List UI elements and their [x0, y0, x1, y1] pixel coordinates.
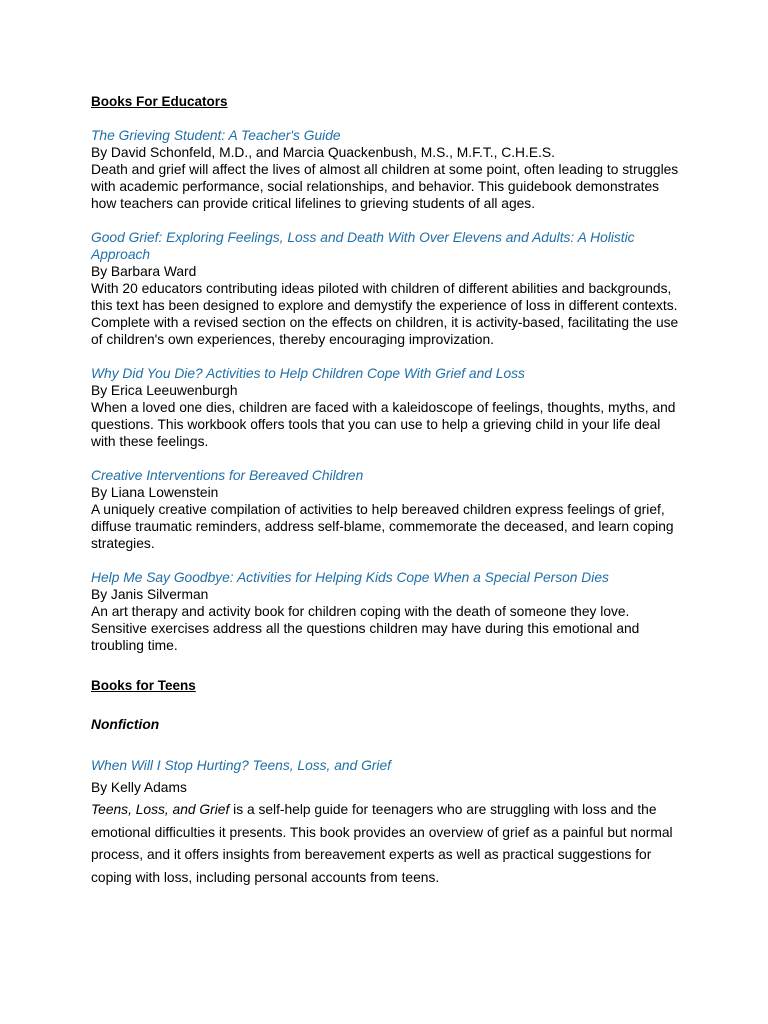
book-entry [91, 365, 688, 450]
book-author: By Barbara Ward [91, 264, 197, 279]
book-entry [91, 229, 688, 348]
book-entry [91, 757, 688, 889]
book-description-italic: Teens, Loss, and Grief [91, 802, 230, 817]
book-entry [91, 127, 688, 212]
book-description: A uniquely creative compilation of activities to help bereaved children express feelings of grief, diffuse traumatic reminders, address self-blame, commemorate the deceased, and learn coping strategies. [91, 502, 674, 551]
book-description: With 20 educators contributing ideas piloted with children of different abilities and backgrounds, this text has been designed to explore and demystify the experience of loss in different contexts. Complete with a revised section on the effects on children, it is activity-based, facilitating the use of children's own experiences, thereby encouraging improvization. [91, 281, 679, 347]
educators-heading: Books For Educators [91, 94, 228, 109]
book-title: Why Did You Die? Activities to Help Children Cope With Grief and Loss [91, 366, 525, 381]
book-author: By Erica Leeuwenburgh [91, 383, 238, 398]
book-title: The Grieving Student: A Teacher's Guide [91, 128, 341, 143]
book-author: By David Schonfeld, M.D., and Marcia Quackenbush, M.S., M.F.T., C.H.E.S. [91, 145, 555, 160]
book-title: Creative Interventions for Bereaved Children [91, 468, 364, 483]
book-title: When Will I Stop Hurting? Teens, Loss, and Grief [91, 758, 391, 773]
book-entry [91, 467, 688, 552]
book-author: By Janis Silverman [91, 587, 209, 602]
book-title: Help Me Say Goodbye: Activities for Helping Kids Cope When a Special Person Dies [91, 570, 609, 585]
book-description: Death and grief will affect the lives of almost all children at some point, often leading to struggles with academic performance, social relationships, and behavior. This guidebook demonstrates how teachers can provide critical lifelines to grieving students of all ages. [91, 162, 679, 211]
book-description-text: is a self-help guide for teenagers who are struggling with loss and the emotional difficulties it presents. This book provides an overview of grief as a painful but normal process, and it offers insights from bereavement experts as well as practical suggestions for coping with loss, including personal accounts from teens. [91, 802, 673, 885]
book-description: An art therapy and activity book for children coping with the death of someone they love. Sensitive exercises address all the questions children may have during this emotional and troubling time. [91, 604, 640, 653]
teens-heading: Books for Teens [91, 678, 196, 693]
book-author: By Liana Lowenstein [91, 485, 219, 500]
nonfiction-subheading: Nonfiction [91, 717, 160, 732]
book-entry [91, 569, 688, 654]
book-author: By Kelly Adams [91, 780, 187, 795]
book-description [91, 799, 688, 889]
book-description: When a loved one dies, children are faced with a kaleidoscope of feelings, thoughts, myths, and questions. This workbook offers tools that you can use to help a grieving child in your life deal with these feelings. [91, 400, 676, 449]
book-title: Good Grief: Exploring Feelings, Loss and Death With Over Elevens and Adults: A Holistic Approach [91, 230, 635, 262]
